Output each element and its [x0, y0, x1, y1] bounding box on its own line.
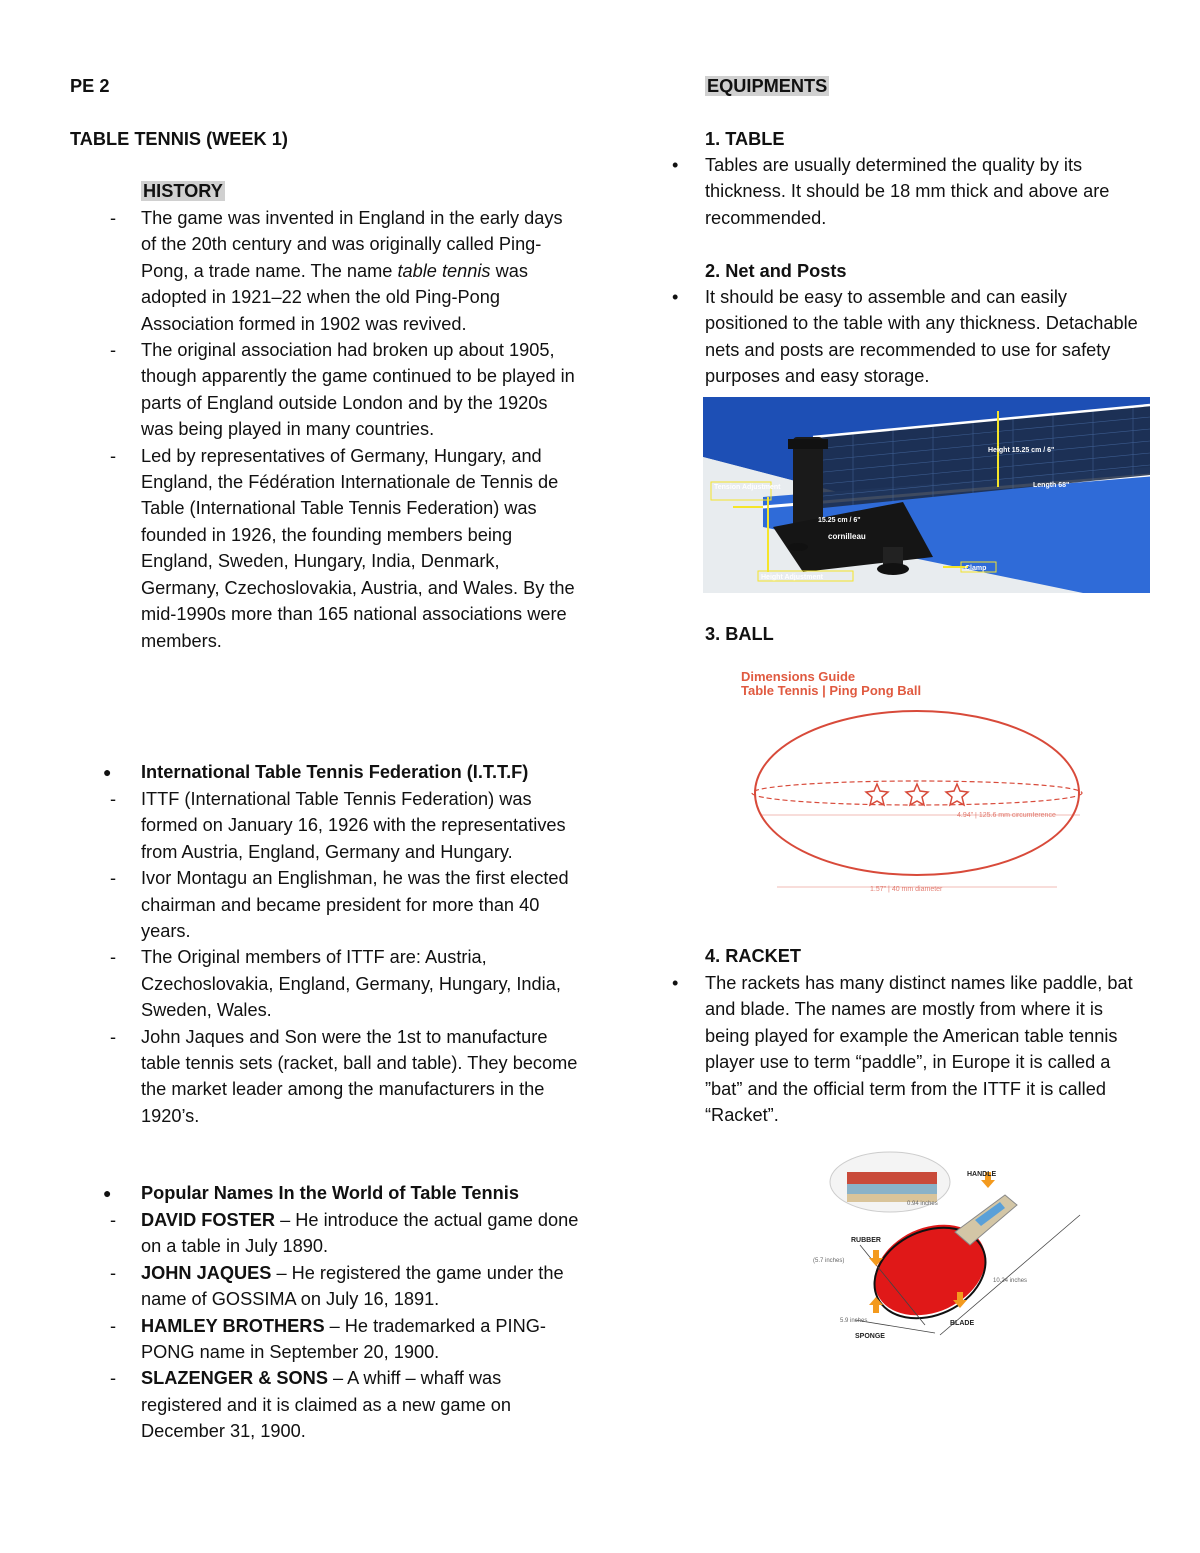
ittf-heading-list: [70, 759, 580, 785]
height-adjustment-label: Height Adjustment: [761, 574, 823, 581]
history-list: [70, 205, 580, 654]
sponge-label: SPONGE: [855, 1333, 885, 1340]
circumference-label: 4.94" | 125.6 mm circumference: [957, 812, 1056, 819]
height-label: Height 15.25 cm / 6": [988, 447, 1055, 454]
list-item: • It should be easy to assemble and can easily positioned to the table with any thickness. Detachable nets and posts are recommended to use for safety purposes and easy storage.: [705, 284, 1150, 390]
ittf-heading: ● International Table Tennis Federation (I.T.T.F): [70, 759, 580, 785]
handle-label: HANDLE: [967, 1171, 997, 1178]
rubber-label: RUBBER: [851, 1237, 881, 1244]
names-heading-list: [70, 1180, 580, 1206]
names-list: [70, 1207, 580, 1445]
bottom-measure: 5.9 inches: [840, 1318, 868, 1324]
net-heading: 2. Net and Posts: [705, 261, 847, 281]
list-item: - Ivor Montagu an Englishman, he was the first elected chairman and became president for more than 40 years.: [70, 865, 580, 944]
list-item: - Led by representatives of Germany, Hungary, and England, the Fédération Internationale de Tennis de Table (International Table Tennis Federation) was founded in 1926, the founding members being England, Sweden, Hungary, India, Denmark, Germany, Czechoslovakia, Austria, and Wales. By the mid-1990s more than 165 national associations were members.: [70, 443, 580, 654]
racket-diagram-image: [805, 1150, 1085, 1345]
list-item: • The rackets has many distinct names like paddle, bat and blade. The names are mostly from where it is being played for example the American table tennis player use to term “paddle”, in Europe it is called a ”bat” and the official term from the ITTF it is called “Racket”.: [705, 970, 1145, 1128]
list-item: - John Jaques and Son were the 1st to manufacture table tennis sets (racket, ball and table). They become the market leader among the manufacturers in the 1920’s.: [70, 1024, 580, 1130]
width-measure: (5.7 inches): [813, 1258, 845, 1264]
net-list: [705, 284, 1150, 390]
clamp-label: Clamp: [965, 565, 987, 572]
net-post-image: [703, 397, 1150, 593]
names-heading: ● Popular Names In the World of Table Tennis: [70, 1180, 580, 1206]
bar-label: 15.25 cm / 6": [818, 517, 861, 524]
table-list: [705, 152, 1145, 231]
length-measure: 10.24 inches: [993, 1278, 1028, 1284]
list-item: - The game was invented in England in the early days of the 20th century and was originally called Ping-Pong, a trade name. The name table tennis was adopted in 1921–22 when the old Ping-Pong Association formed in 1902 was revived.: [70, 205, 580, 337]
length-label: Length 68": [1033, 482, 1070, 489]
list-item: - DAVID FOSTER – He introduce the actual game done on a table in July 1890.: [70, 1207, 580, 1260]
list-item: - The original association had broken up about 1905, though apparently the game continued to be played in parts of England outside London and by the 1920s was being played in many countries.: [70, 337, 580, 443]
ball-title-line1: Dimensions Guide: [741, 669, 856, 684]
list-item: • Tables are usually determined the quality by its thickness. It should be 18 mm thick and above are recommended.: [705, 152, 1145, 231]
inset-measure: 0.94 inches: [907, 1201, 938, 1207]
racket-heading: 4. RACKET: [705, 946, 801, 966]
history-heading: HISTORY: [143, 181, 223, 201]
list-item: - The Original members of ITTF are: Austria, Czechoslovakia, England, Germany, Hungary, India, Sweden, Wales.: [70, 944, 580, 1023]
list-item: - SLAZENGER & SONS – A whiff – whaff was registered and it is claimed as a new game on December 31, 1900.: [70, 1365, 580, 1444]
ball-heading: 3. BALL: [705, 624, 774, 644]
page-title: TABLE TENNIS (WEEK 1): [70, 129, 288, 149]
tension-label: Tension Adjustment: [714, 484, 781, 491]
list-item: - ITTF (International Table Tennis Federation) was formed on January 16, 1926 with the representatives from Austria, England, Germany and Hungary.: [70, 786, 580, 865]
equipments-heading: EQUIPMENTS: [707, 76, 828, 96]
list-item: - HAMLEY BROTHERS – He trademarked a PING-PONG name in September 20, 1900.: [70, 1313, 580, 1366]
course-code: PE 2: [70, 76, 110, 96]
list-item: - JOHN JAQUES – He registered the game under the name of GOSSIMA on July 16, 1891.: [70, 1260, 580, 1313]
ball-title-line2: Table Tennis | Ping Pong Ball: [741, 683, 922, 698]
blade-label: BLADE: [950, 1320, 975, 1327]
diameter-label: 1.57" | 40 mm diameter: [870, 886, 943, 893]
ittf-list: [70, 786, 580, 1129]
ball-dimensions-image: [735, 665, 1095, 900]
brand-label: cornilleau: [828, 532, 866, 541]
table-heading: 1. TABLE: [705, 129, 785, 149]
racket-list: [705, 970, 1145, 1128]
